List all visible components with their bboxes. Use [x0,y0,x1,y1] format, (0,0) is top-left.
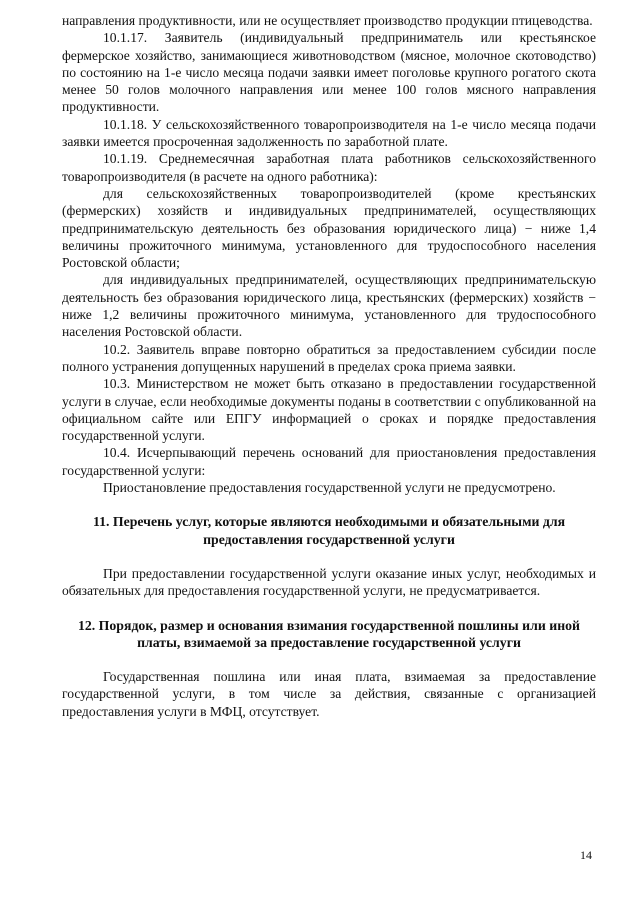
paragraph-suspension: Приостановление предоставления государственной услуги не предусмотрено. [103,480,556,496]
paragraph-10-2: 10.2. Заявитель вправе повторно обратиться за предоставлением субсидии после полного устранения допущенных нарушений в пределах срока приема заявки. [62,341,596,374]
paragraph-10-4: 10.4. Исчерпывающий перечень оснований для приостановления предоставления государственной услуги: [62,445,596,478]
paragraph-10-1-18: 10.1.18. У сельскохозяйственного товаропроизводителя на 1-е число месяца подачи заявки имеется просроченная задолженность по заработной плате. [62,116,596,150]
section-11-heading: 11. Перечень услуг, которые являются необходимыми и обязательными для предоставления государственной услуги [92,514,566,547]
paragraph-10-3: 10.3. Министерством не может быть отказано в предоставлении государственной услуги в случае, если необходимые документы поданы в соответствии с опубликованной на официальном сайте или ЕПГУ информацией о сроках и порядке предоставления государственной услуги. [62,376,596,444]
paragraph-10-1-17: 10.1.17. Заявитель (индивидуальный предприниматель или крестьянское фермерское хозяйство, занимающиеся животноводством (мясное, молочное скотоводство) по состоянию на 1-е число месяца подачи заявки имеет поголовье крупного рогатого скота менее 50 голов молочного направления или менее 100 голов мясного направления продуктивности. [62,30,596,115]
section-12-heading: 12. Порядок, размер и основания взимания государственной пошлины или иной платы, взимаемой за предоставление государственной услуги [77,617,580,650]
section-12-text: Государственная пошлина или иная плата, взимаемая за предоставление государственной услуги, в том числе за действия, связанные с организацией предоставления услуги в МФЦ, отсутствует. [62,669,596,719]
section-11-text: При предоставлении государственной услуги оказание иных услуг, необходимых и обязательных для предоставления государственной услуги, не предусматривается. [62,565,596,599]
paragraph-10-1-19: 10.1.19. Среднемесячная заработная плата работников сельскохозяйственного товаропроизводителя (в расчете на одного работника): [62,151,596,184]
paragraph-10-1-19-agri: для сельскохозяйственных товаропроизводителей (кроме крестьянских (фермерских) хозяйств и индивидуальных предпринимателей, осуществляющих предпринимательскую деятельность без образования юридического лица) − ниже 1,4 величины прожиточного минимума, установленного для трудоспособного населения Ростовской области; [62,185,596,271]
page-number: 14 [580,848,592,862]
paragraph-continuation: направления продуктивности, или не осуществляет производство продукции птицеводства. [62,13,593,28]
paragraph-10-1-19-ip: для индивидуальных предпринимателей, осуществляющих предпринимательскую деятельность без образования юридического лица, крестьянских (фермерских) хозяйств − ниже 1,2 величины прожиточного минимума, установленного для трудоспособного населения Ростовской области. [62,272,596,340]
